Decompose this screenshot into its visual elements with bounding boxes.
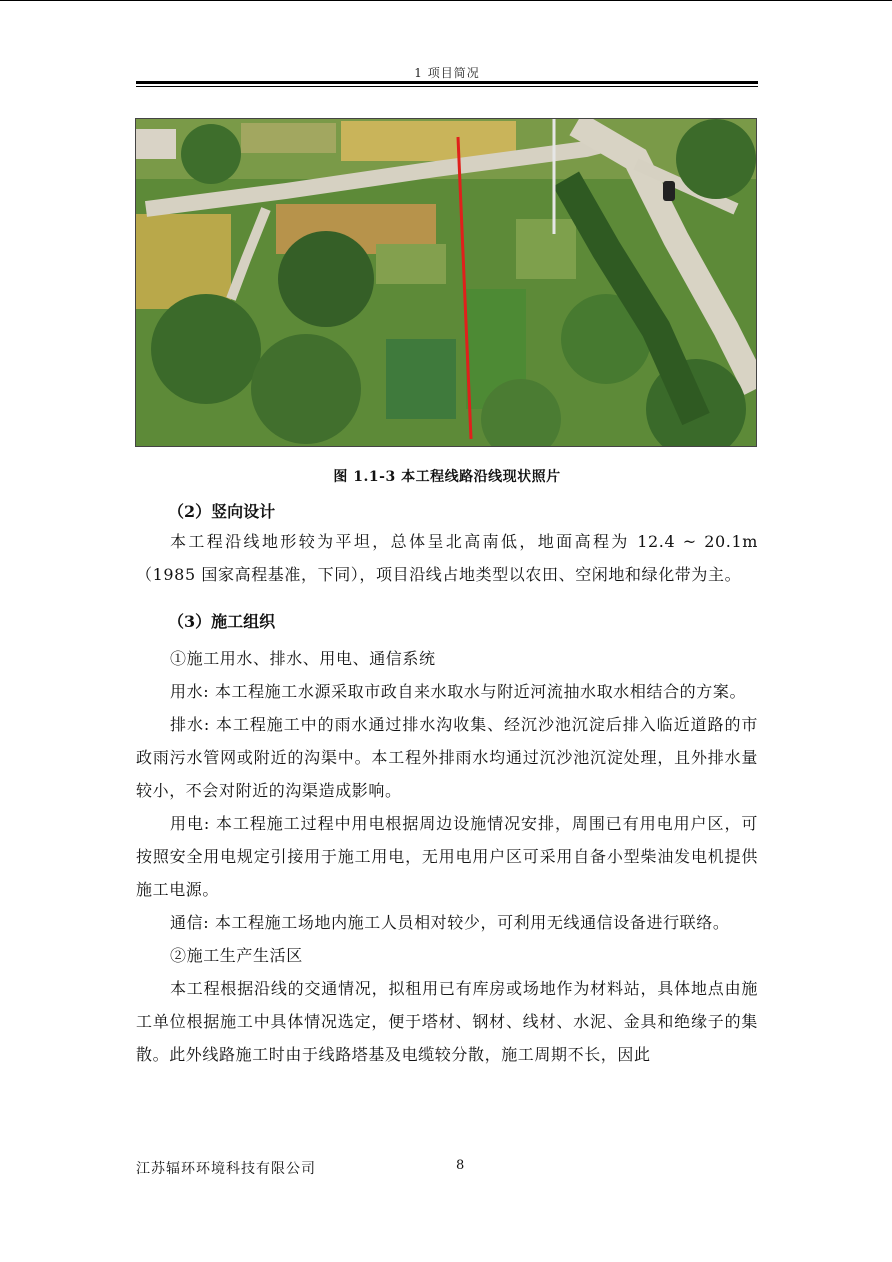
paragraph-vertical-design: 本工程沿线地形较为平坦，总体呈北高南低，地面高程为 12.4 ~ 20.1m（1985 国家高程基准，下同），项目沿线占地类型以农田、空闲地和绿化带为主。 bbox=[136, 532, 758, 584]
header-rule-thick bbox=[136, 81, 758, 84]
top-border-line bbox=[0, 0, 892, 1]
paragraph-electricity: 用电: 本工程施工过程中用电根据周边设施情况安排，周围已有用电用户区，可按照安全用电规定引接用于施工用电，无用电用户区可采用自备小型柴油发电机提供施工电源。 bbox=[136, 814, 758, 899]
subheading-utilities: ①施工用水、排水、用电、通信系统 bbox=[170, 649, 436, 668]
paragraph-water-use: 用水: 本工程施工水源采取市政自来水取水与附近河流抽水取水相结合的方案。 bbox=[170, 682, 747, 701]
paragraph-drainage: 排水: 本工程施工中的雨水通过排水沟收集、经沉沙池沉淀后排入临近道路的市政雨污水管网或附近的沟渠中。本工程外排雨水均通过沉沙池沉淀处理，且外排水量较小，不会对附近的沟渠造成影响。 bbox=[136, 715, 758, 800]
heading-construction-organization: （3）施工组织 bbox=[168, 612, 276, 631]
header-rule-thin bbox=[136, 86, 758, 87]
page-number: 8 bbox=[456, 1158, 465, 1173]
heading-vertical-design: （2）竖向设计 bbox=[168, 502, 276, 521]
section-2-heading bbox=[136, 498, 758, 526]
aerial-farmland-photo bbox=[135, 118, 757, 447]
paragraph-living-area: 本工程根据沿线的交通情况，拟租用已有库房或场地作为材料站，具体地点由施工单位根据施工中具体情况选定，便于塔材、钢材、线材、水泥、金具和绝缘子的集散。此外线路施工时由于线路塔基及电缆较分散，施工周期不长，因此 bbox=[136, 979, 758, 1064]
footer-company: 江苏辐环环境科技有限公司 bbox=[136, 1161, 316, 1177]
running-header: 1 项目简况 bbox=[414, 66, 480, 80]
figure-caption: 图 1.1-3 本工程线路沿线现状照片 bbox=[333, 469, 561, 485]
subheading-living-area: ②施工生产生活区 bbox=[170, 946, 303, 965]
paragraph-communication: 通信: 本工程施工场地内施工人员相对较少，可利用无线通信设备进行联络。 bbox=[170, 913, 730, 932]
